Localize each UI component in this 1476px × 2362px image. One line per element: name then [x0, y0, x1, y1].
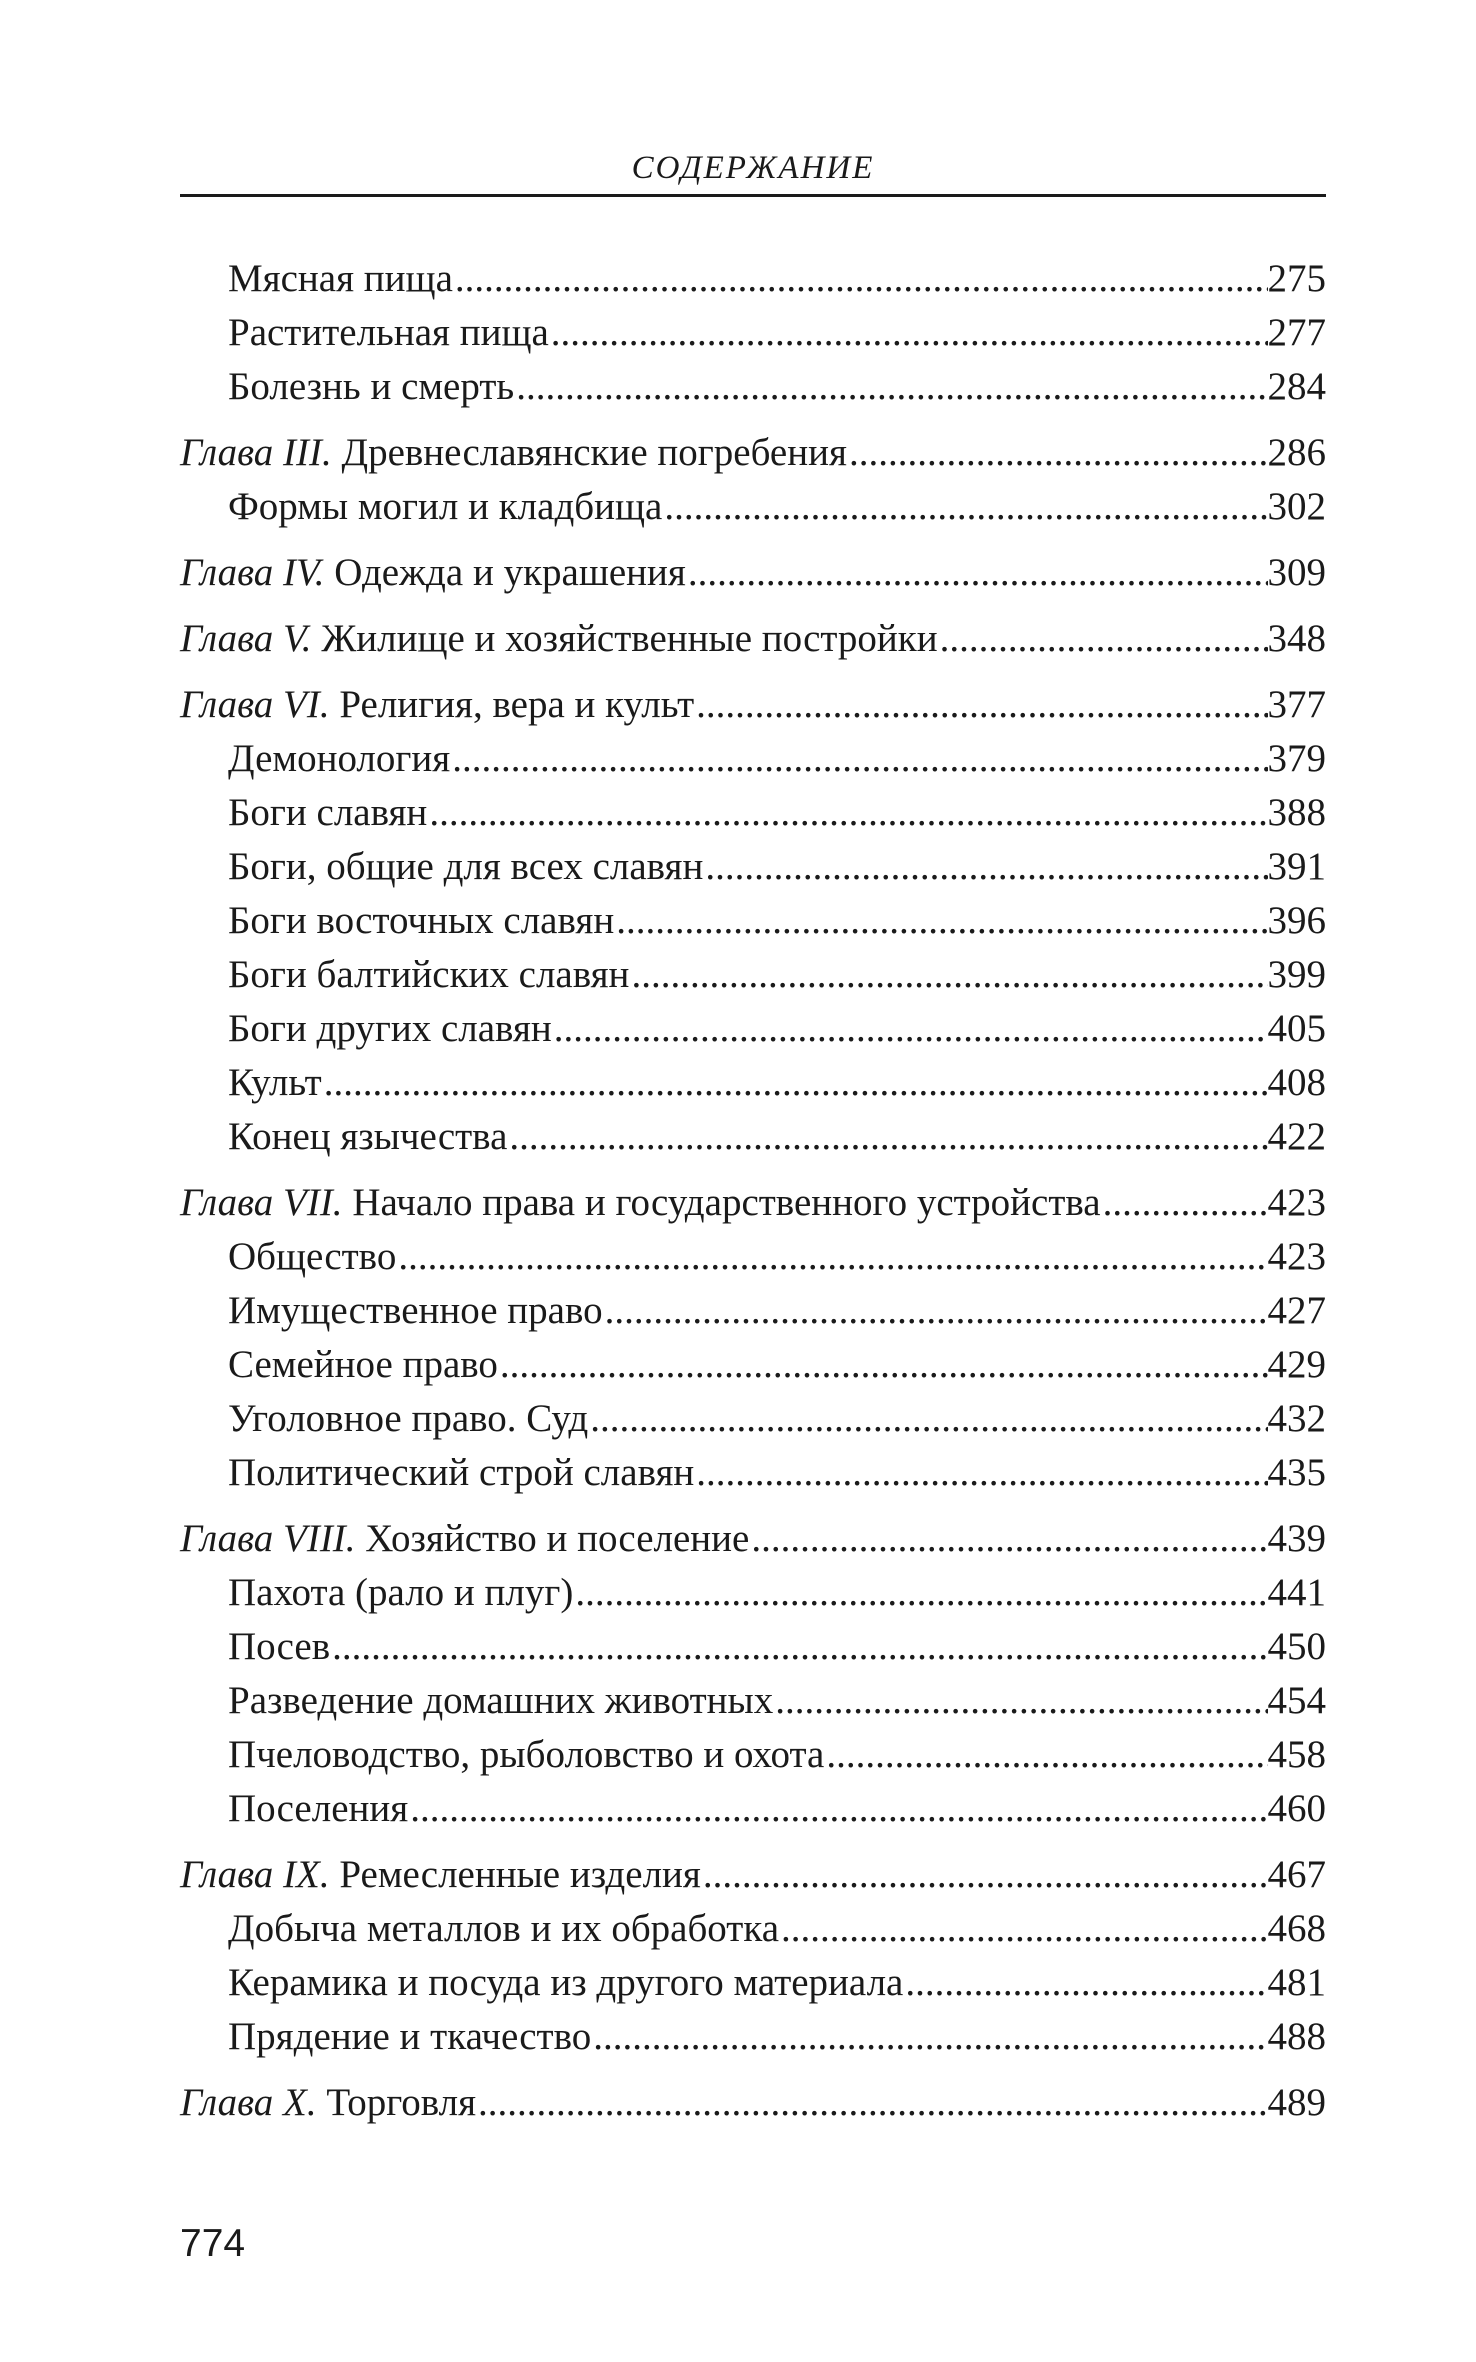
dot-leader [450, 732, 1267, 786]
toc-entry-label [228, 1782, 408, 1836]
dot-leader [847, 426, 1268, 480]
toc-page-number: 379 [1267, 737, 1326, 780]
dot-leader [903, 1956, 1267, 2010]
toc-entry-label [180, 678, 694, 732]
toc-entry-label [228, 786, 427, 840]
toc-entry-title: Пчеловодство, рыболовство и охота [228, 1733, 825, 1776]
toc-entry-title: Общество [228, 1235, 397, 1278]
toc-entry [180, 786, 1326, 840]
dot-leader [614, 894, 1267, 948]
toc-page-number: 435 [1267, 1451, 1326, 1494]
toc-page-number: 348 [1267, 617, 1326, 660]
toc-entry-title: Пахота (рало и плуг) [228, 1571, 574, 1614]
toc-page-number: 391 [1267, 845, 1326, 888]
toc-chapter-entry [180, 1176, 1326, 1230]
toc-entry [180, 2010, 1326, 2064]
chapter-number: Глава IX. [180, 1853, 330, 1896]
toc-entry-title: Семейное право [228, 1343, 498, 1386]
toc-page-number: 458 [1267, 1733, 1326, 1776]
toc-page-number: 309 [1267, 551, 1326, 594]
toc-page-number: 423 [1267, 1181, 1326, 1224]
toc-entry [180, 1620, 1326, 1674]
toc-page-number: 423 [1267, 1235, 1326, 1278]
chapter-number: Глава VII. [180, 1181, 343, 1224]
chapter-number: Глава III. [180, 431, 332, 474]
dot-leader [396, 1230, 1267, 1284]
dot-leader [938, 612, 1268, 666]
toc-entry-title: Жилище и хозяйственные постройки [321, 617, 938, 660]
toc-entry [180, 1566, 1326, 1620]
dot-leader [552, 1002, 1268, 1056]
toc-entry-label [228, 1446, 694, 1500]
toc-entry [180, 1902, 1326, 1956]
dot-leader [453, 252, 1268, 306]
toc-entry-title: Конец язычества [228, 1115, 508, 1158]
toc-entry-label [228, 840, 703, 894]
toc-entry-label [228, 1620, 330, 1674]
toc-chapter-entry [180, 678, 1326, 732]
dot-leader [330, 1620, 1267, 1674]
toc-entry-title: Боги балтийских славян [228, 953, 630, 996]
toc-entry-label [228, 1002, 552, 1056]
toc-entry-label [180, 2076, 476, 2130]
toc-entry-label [228, 732, 450, 786]
toc-entry-title: Болезнь и смерть [228, 365, 515, 408]
dot-leader [686, 546, 1268, 600]
chapter-number: Глава IV. [180, 551, 325, 594]
dot-leader [507, 1110, 1267, 1164]
dot-leader [779, 1902, 1267, 1956]
toc-chapter-entry [180, 426, 1326, 480]
toc-page-number: 439 [1267, 1517, 1326, 1560]
toc-entry-label [228, 1956, 903, 2010]
dot-leader [498, 1338, 1268, 1392]
toc-entry-label [228, 1338, 498, 1392]
dot-leader [694, 1446, 1267, 1500]
toc-page-number: 284 [1267, 365, 1326, 408]
toc-page-number: 468 [1267, 1907, 1326, 1950]
toc-chapter-entry [180, 546, 1326, 600]
toc-entry [180, 840, 1326, 894]
toc-entry [180, 1056, 1326, 1110]
toc-entry-title: Демонология [228, 737, 451, 780]
toc-page-number: 441 [1267, 1571, 1326, 1614]
page-header-title: СОДЕРЖАНИЕ [631, 150, 875, 186]
toc-entry-title: Боги, общие для всех славян [228, 845, 704, 888]
toc-page-number: 377 [1267, 683, 1326, 726]
toc-entry-title: Хозяйство и поселение [365, 1517, 750, 1560]
dot-leader [322, 1056, 1268, 1110]
toc-entry-title: Одежда и украшения [334, 551, 686, 594]
toc-entry-title: Религия, вера и культ [339, 683, 695, 726]
toc-entry-label [228, 1110, 507, 1164]
toc-entry-title: Боги восточных славян [228, 899, 615, 942]
toc-page-number: 489 [1267, 2081, 1326, 2124]
toc-entry-label [228, 480, 662, 534]
toc-entry [180, 1338, 1326, 1392]
toc-entry-title: Добыча металлов и их обработка [228, 1907, 780, 1950]
toc-entry [180, 1392, 1326, 1446]
toc-page-number: 429 [1267, 1343, 1326, 1386]
toc-entry-label [228, 1728, 824, 1782]
toc-page-number: 422 [1267, 1115, 1326, 1158]
toc-entry-title: Торговля [326, 2081, 477, 2124]
toc-entry-label [180, 1176, 1101, 1230]
dot-leader [603, 1284, 1268, 1338]
toc-entry-label [180, 1512, 749, 1566]
toc-entry-label [180, 612, 938, 666]
toc-entry-label [228, 252, 453, 306]
chapter-number: Глава X. [180, 2081, 317, 2124]
toc-page-number: 460 [1267, 1787, 1326, 1830]
toc-entry-label [228, 894, 614, 948]
toc-entry [180, 1284, 1326, 1338]
dot-leader [573, 1566, 1267, 1620]
page-number: 774 [180, 2222, 246, 2265]
toc-entry [180, 252, 1326, 306]
toc-entry-label [228, 948, 629, 1002]
dot-leader [824, 1728, 1267, 1782]
toc-entry [180, 1674, 1326, 1728]
toc-page-number: 405 [1267, 1007, 1326, 1050]
toc-entry-title: Политический строй славян [228, 1451, 695, 1494]
chapter-number: Глава V. [180, 617, 312, 660]
toc-entry [180, 894, 1326, 948]
toc-entry-title: Боги других славян [228, 1007, 552, 1050]
toc-entry [180, 1002, 1326, 1056]
toc-entry-title: Формы могил и кладбища [228, 485, 663, 528]
toc-entry-title: Культ [228, 1061, 322, 1104]
dot-leader [1101, 1176, 1268, 1230]
toc-page-number: 286 [1267, 431, 1326, 474]
toc-entry [180, 1728, 1326, 1782]
toc-entry-label [228, 1056, 322, 1110]
toc-entry-label [228, 2010, 591, 2064]
table-of-contents [180, 252, 1326, 2130]
chapter-number: Глава VI. [180, 683, 330, 726]
toc-entry-title: Разведение домашних животных [228, 1679, 774, 1722]
toc-entry [180, 306, 1326, 360]
toc-entry [180, 1956, 1326, 2010]
toc-entry-label [180, 546, 686, 600]
toc-entry-title: Прядение и ткачество [228, 2015, 592, 2058]
toc-entry-label [228, 1566, 573, 1620]
toc-page-number: 277 [1267, 311, 1326, 354]
toc-entry [180, 480, 1326, 534]
toc-entry-label [180, 426, 847, 480]
toc-entry [180, 1110, 1326, 1164]
toc-entry-title: Посев [228, 1625, 331, 1668]
toc-entry-label [228, 360, 514, 414]
dot-leader [427, 786, 1267, 840]
toc-entry-title: Уголовное право. Суд [228, 1397, 589, 1440]
toc-chapter-entry [180, 1512, 1326, 1566]
toc-entry-title: Ремесленные изделия [339, 1853, 701, 1896]
toc-page-number: 302 [1267, 485, 1326, 528]
dot-leader [773, 1674, 1267, 1728]
toc-entry-title: Имущественное право [228, 1289, 603, 1332]
dot-leader [476, 2076, 1267, 2130]
toc-page-number: 427 [1267, 1289, 1326, 1332]
toc-entry-title: Керамика и посуда из другого материала [228, 1961, 904, 2004]
dot-leader [591, 2010, 1267, 2064]
toc-page-number: 450 [1267, 1625, 1326, 1668]
dot-leader [549, 306, 1268, 360]
header-rule [180, 194, 1326, 197]
toc-page-number: 488 [1267, 2015, 1326, 2058]
toc-page-number: 467 [1267, 1853, 1326, 1896]
toc-chapter-entry [180, 2076, 1326, 2130]
toc-page-number: 432 [1267, 1397, 1326, 1440]
toc-page-number: 275 [1267, 257, 1326, 300]
toc-entry-title: Древнеславянские погребения [341, 431, 847, 474]
toc-entry [180, 1782, 1326, 1836]
dot-leader [629, 948, 1267, 1002]
toc-entry [180, 732, 1326, 786]
dot-leader [588, 1392, 1267, 1446]
toc-entry [180, 1446, 1326, 1500]
toc-entry-title: Растительная пища [228, 311, 549, 354]
toc-entry [180, 360, 1326, 414]
chapter-number: Глава VIII. [180, 1517, 356, 1560]
toc-page-number: 408 [1267, 1061, 1326, 1104]
dot-leader [694, 678, 1267, 732]
toc-page-number: 481 [1267, 1961, 1326, 2004]
toc-entry-label [228, 1902, 779, 1956]
dot-leader [408, 1782, 1267, 1836]
dot-leader [514, 360, 1267, 414]
toc-entry-title: Начало права и государственного устройства [352, 1181, 1101, 1224]
toc-entry-label [228, 1392, 588, 1446]
toc-entry [180, 1230, 1326, 1284]
toc-page-number: 454 [1267, 1679, 1326, 1722]
dot-leader [749, 1512, 1267, 1566]
dot-leader [703, 840, 1267, 894]
toc-page-number: 396 [1267, 899, 1326, 942]
toc-entry-label [228, 1284, 603, 1338]
toc-entry-title: Мясная пища [228, 257, 453, 300]
toc-entry-label [228, 306, 549, 360]
toc-entry-title: Поселения [228, 1787, 409, 1830]
toc-entry [180, 948, 1326, 1002]
toc-entry-title: Боги славян [228, 791, 428, 834]
toc-entry-label [180, 1848, 701, 1902]
toc-entry-label [228, 1230, 396, 1284]
toc-chapter-entry [180, 1848, 1326, 1902]
toc-page-number: 388 [1267, 791, 1326, 834]
toc-chapter-entry [180, 612, 1326, 666]
dot-leader [662, 480, 1267, 534]
toc-entry-label [228, 1674, 773, 1728]
toc-page-number: 399 [1267, 953, 1326, 996]
dot-leader [701, 1848, 1268, 1902]
